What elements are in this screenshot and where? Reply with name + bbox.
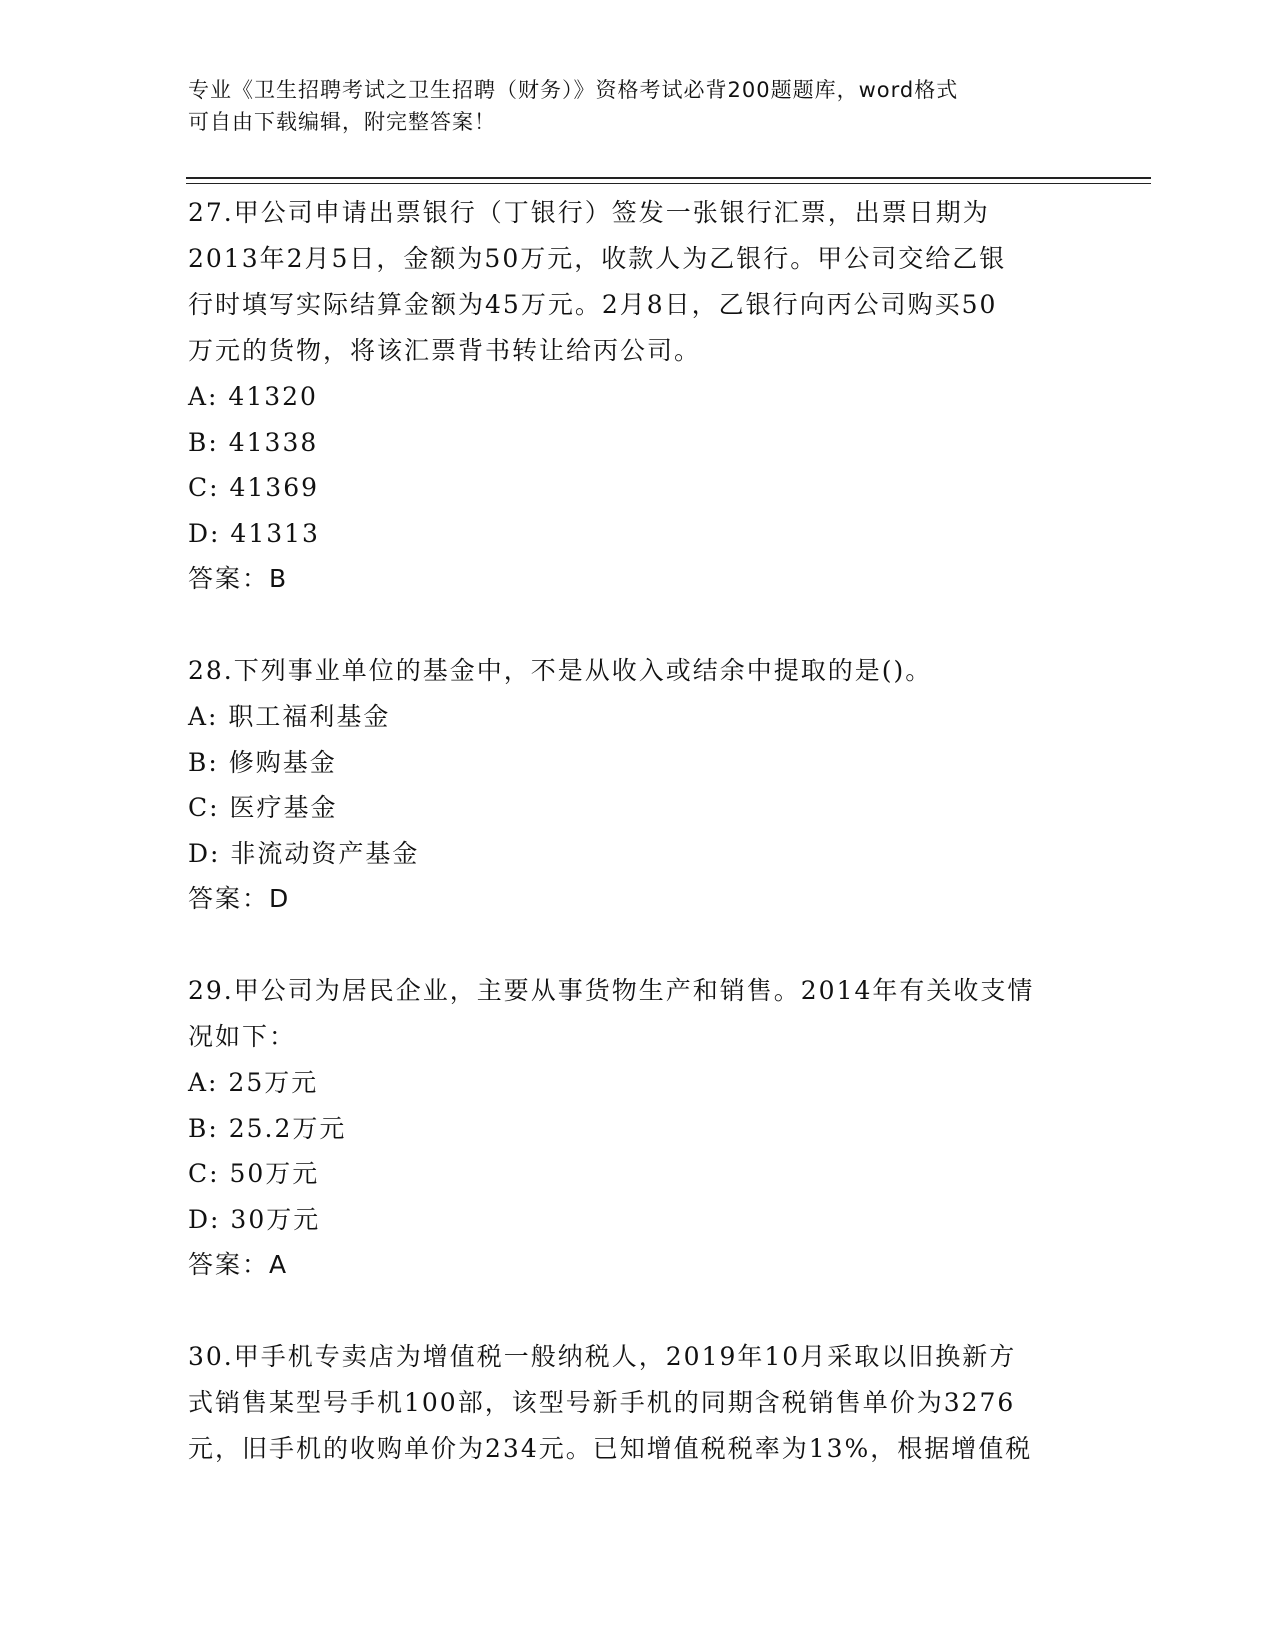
question-text-line: 况如下： — [188, 1022, 297, 1051]
option-c: C: 50万元 — [188, 1159, 320, 1188]
spacer — [188, 1288, 1088, 1334]
option-c: C: 医疗基金 — [188, 793, 338, 822]
header-line-1: 专业《卫生招聘考试之卫生招聘（财务）》资格考试必背200题题库，word格式 — [188, 78, 959, 102]
question-text-line: 2013年2月5日，金额为50万元，收款人为乙银行。甲公司交给乙银 — [188, 244, 1007, 273]
question-text-line: 28.下列事业单位的基金中，不是从收入或结余中提取的是()。 — [188, 656, 933, 685]
header-rule-thin — [186, 183, 1151, 184]
option-a: A: 职工福利基金 — [188, 702, 391, 731]
option-b: B: 修购基金 — [188, 747, 337, 777]
answer: 答案：A — [188, 1250, 289, 1279]
question-text-line: 27.甲公司申请出票银行（丁银行）签发一张银行汇票，出票日期为 — [188, 198, 990, 227]
question-text-line: 式销售某型号手机100部，该型号新手机的同期含税销售单价为3276 — [188, 1388, 1016, 1417]
question-28 — [188, 648, 1088, 922]
option-b: B: 41338 — [188, 427, 319, 457]
option-d: D: 41313 — [188, 518, 320, 548]
question-text-line: 30.甲手机专卖店为增值税一般纳税人，2019年10月采取以旧换新方 — [188, 1342, 1017, 1371]
question-29 — [188, 968, 1088, 1288]
answer: 答案：D — [188, 884, 291, 913]
document-header — [188, 74, 1068, 138]
spacer — [188, 922, 1088, 968]
question-text-line: 万元的货物，将该汇票背书转让给丙公司。 — [188, 336, 702, 365]
option-a: A: 41320 — [188, 382, 318, 411]
option-d: D: 非流动资产基金 — [188, 838, 420, 868]
option-b: B: 25.2万元 — [188, 1113, 347, 1143]
spacer — [188, 602, 1088, 648]
option-d: D: 30万元 — [188, 1204, 321, 1234]
question-30 — [188, 1334, 1088, 1472]
question-27 — [188, 190, 1088, 602]
question-text-line: 行时填写实际结算金额为45万元。2月8日，乙银行向丙公司购买50 — [188, 290, 998, 319]
question-text-line: 元，旧手机的收购单价为234元。已知增值税税率为13%，根据增值税 — [188, 1434, 1033, 1463]
question-text-line: 29.甲公司为居民企业，主要从事货物生产和销售。2014年有关收支情 — [188, 976, 1035, 1005]
question-list — [188, 190, 1088, 1472]
option-a: A: 25万元 — [188, 1068, 319, 1097]
answer: 答案：B — [188, 564, 289, 593]
header-rule-thick — [186, 177, 1151, 179]
header-line-2: 可自由下载编辑，附完整答案！ — [188, 110, 496, 134]
option-c: C: 41369 — [188, 473, 320, 502]
